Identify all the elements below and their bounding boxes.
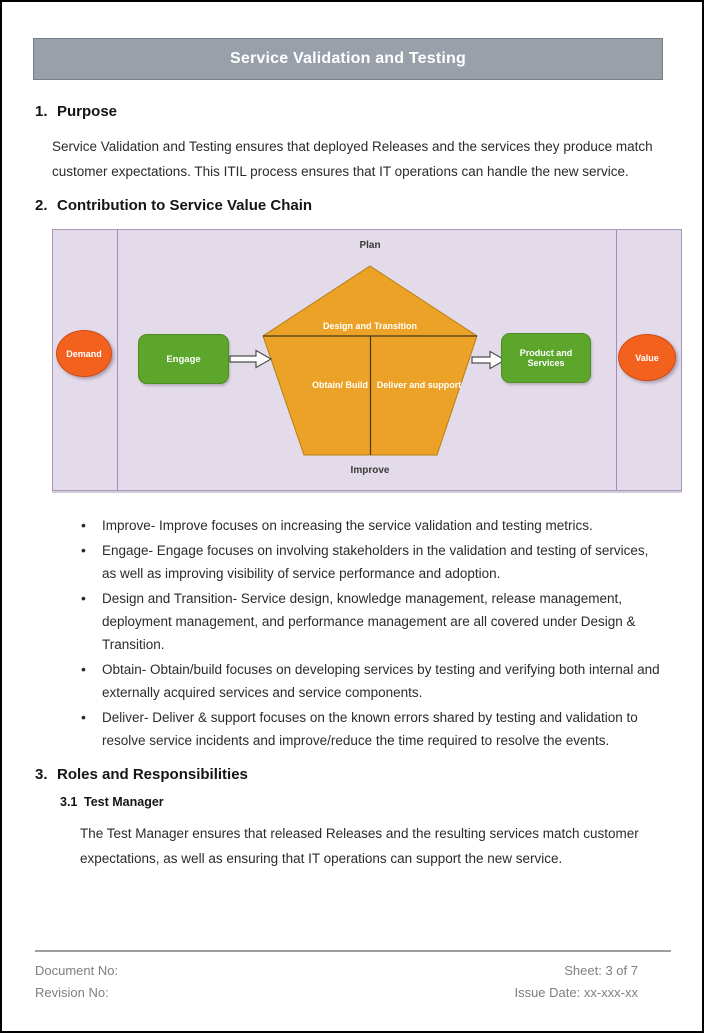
subsection-number: 3.1	[60, 795, 78, 809]
subsection-title: Test Manager	[84, 795, 164, 809]
obtain-build-label: Obtain/ Build	[312, 380, 368, 390]
issue-date: Issue Date: xx-xxx-xx	[514, 985, 638, 1000]
section-number: 2.	[35, 197, 48, 214]
document-no-label: Document No:	[35, 963, 119, 978]
section-heading-purpose	[35, 103, 702, 120]
revision-no-label: Revision No:	[35, 985, 109, 1000]
subsection-heading-test-manager	[60, 795, 702, 809]
sheet-number: Sheet: 3 of 7	[564, 963, 638, 978]
deliver-and-support-label: Deliver and support	[376, 380, 462, 390]
purpose-paragraph: Service Validation and Testing ensures that deployed Releases and the services they produce match customer expectations. This ITIL process ensures that IT operations can handle the new service.	[52, 139, 653, 179]
value-node-label: Value	[635, 352, 659, 363]
section-number: 3.	[35, 766, 48, 783]
section-title: Purpose	[57, 103, 118, 120]
value-chain-bullet-list	[80, 514, 702, 752]
section-number: 1.	[35, 103, 48, 120]
test-manager-paragraph: The Test Manager ensures that released Releases and the resulting services match customer expectations, as well as ensuring that IT operations can support the new service.	[80, 826, 639, 866]
document-title: Service Validation and Testing	[230, 50, 466, 67]
product-and-services-node-label: Product and Services	[519, 348, 573, 368]
product-and-services-node	[501, 333, 591, 383]
list-item-deliver: • Deliver- Deliver & support focuses on the known errors shared by testing and validation to resolve service incidents and improve/reduce the time required to resolve the events.	[80, 706, 664, 752]
plan-label: Plan	[359, 240, 381, 251]
arrow-engage-to-pentagon	[230, 351, 271, 368]
improve-label: Improve	[350, 465, 390, 476]
service-value-chain-diagram	[52, 229, 682, 491]
list-item-obtain: • Obtain- Obtain/build focuses on developing services by testing and verifying both internal and externally acquired services and service components.	[80, 658, 664, 704]
list-item-improve: • Improve- Improve focuses on increasing the service validation and testing metrics.	[80, 514, 664, 537]
list-item-design-transition: • Design and Transition- Service design, knowledge management, release management, deployment management, and performance management are all covered under Design & Transition.	[80, 587, 664, 656]
document-title-bar	[33, 38, 663, 80]
engage-node-label: Engage	[166, 353, 201, 365]
list-item-engage: • Engage- Engage focuses on involving stakeholders in the validation and testing of services, as well as improving visibility of service performance and adoption.	[80, 539, 664, 585]
section-title: Contribution to Service Value Chain	[57, 197, 313, 214]
design-and-transition-label: Design and Transition	[322, 321, 417, 331]
section-heading-value-chain	[35, 197, 702, 214]
demand-node	[56, 330, 112, 377]
value-node	[618, 334, 676, 381]
demand-node-label: Demand	[66, 348, 102, 359]
section-title: Roles and Responsibilities	[57, 766, 248, 783]
page-footer	[35, 950, 671, 1004]
engage-node	[138, 334, 229, 384]
section-heading-roles	[35, 766, 702, 783]
